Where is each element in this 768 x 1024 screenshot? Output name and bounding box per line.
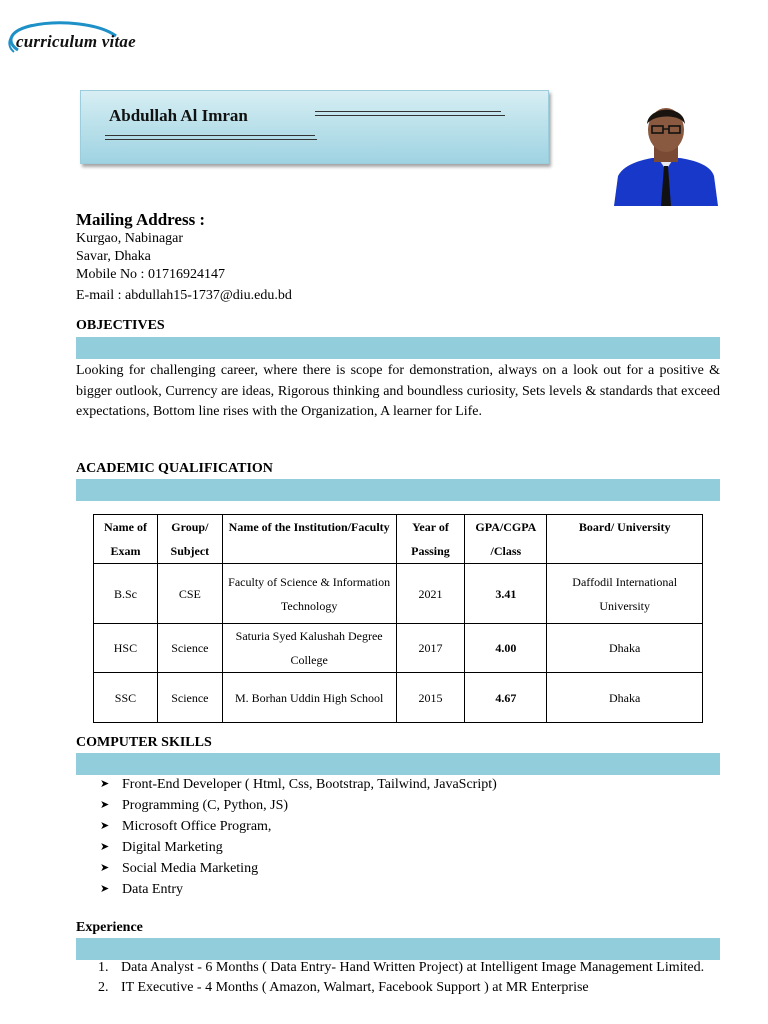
list-item: ➤ Front-End Developer ( Html, Css, Bootstrap, Tailwind, JavaScript) — [100, 774, 497, 795]
table-cell: Dhaka — [547, 673, 703, 723]
section-bar — [76, 938, 720, 960]
column-header: GPA/CGPA /Class — [465, 515, 547, 564]
column-header: Name of the Institution/Faculty — [222, 515, 396, 564]
mobile-number: Mobile No : 01716924147 — [76, 267, 225, 282]
name-banner — [80, 90, 549, 164]
list-item: ➤ Digital Marketing — [100, 837, 497, 858]
table-cell: 4.67 — [465, 673, 547, 723]
table-cell: Daffodil International University — [547, 564, 703, 624]
decor-line — [105, 139, 317, 140]
list-item: ➤ Social Media Marketing — [100, 858, 497, 879]
section-bar — [76, 479, 720, 501]
table-cell: 2021 — [396, 564, 465, 624]
arrow-bullet-icon: ➤ — [100, 883, 110, 895]
arrow-bullet-icon: ➤ — [100, 862, 110, 874]
objectives-text: Looking for challenging career, where there is scope for demonstration, always on a look out for a positive & bigger outlook, Currency are ideas, Rigorous thinking and boundless curiosity, Sets levels & standards that exceed expectations, Bottom line rises with the Organization, A learner for Life. — [76, 363, 720, 419]
logo-text: curriculum vitae — [16, 32, 136, 51]
table-cell: B.Sc — [94, 564, 158, 624]
person-portrait-icon — [614, 100, 718, 206]
section-bar — [76, 753, 720, 775]
table-cell: HSC — [94, 624, 158, 673]
table-row — [94, 564, 703, 624]
table-header-row — [94, 515, 703, 564]
list-item: ➤ Programming (C, Python, JS) — [100, 795, 497, 816]
list-item: 2. IT Executive - 4 Months ( Amazon, Walmart, Facebook Support ) at MR Enterprise — [98, 980, 589, 995]
column-header: Group/ Subject — [157, 515, 222, 564]
list-item: 1. Data Analyst - 6 Months ( Data Entry- Hand Written Project) at Intelligent Image Management Limited. — [98, 960, 705, 975]
arrow-bullet-icon: ➤ — [100, 820, 110, 832]
academic-heading: ACADEMIC QUALIFICATION — [76, 461, 273, 476]
arrow-bullet-icon: ➤ — [100, 778, 110, 790]
table-cell: Science — [157, 624, 222, 673]
table-cell: SSC — [94, 673, 158, 723]
column-header: Year of Passing — [396, 515, 465, 564]
table-cell: Faculty of Science & Information Technology — [222, 564, 396, 624]
list-item: ➤ Data Entry — [100, 879, 497, 900]
table-cell: 2015 — [396, 673, 465, 723]
address-line: Savar, Dhaka — [76, 249, 151, 264]
cv-logo — [0, 16, 200, 60]
table-cell: CSE — [157, 564, 222, 624]
applicant-name: Abdullah Al Imran — [109, 106, 248, 125]
list-item: ➤ Microsoft Office Program, — [100, 816, 497, 837]
table-cell: Dhaka — [547, 624, 703, 673]
table-cell: 3.41 — [465, 564, 547, 624]
academic-table — [93, 514, 703, 723]
profile-photo — [614, 100, 718, 206]
table-cell: Saturia Syed Kalushah Degree College — [222, 624, 396, 673]
decor-line — [315, 115, 505, 116]
decor-line — [105, 135, 315, 136]
objectives-heading: OBJECTIVES — [76, 318, 165, 333]
table-row — [94, 624, 703, 673]
decor-line — [315, 111, 501, 112]
skills-list — [100, 774, 497, 900]
column-header: Name of Exam — [94, 515, 158, 564]
table-cell: 2017 — [396, 624, 465, 673]
list-number: 1. — [98, 960, 109, 975]
section-bar — [76, 337, 720, 359]
email-address: E-mail : abdullah15-1737@diu.edu.bd — [76, 288, 292, 303]
mailing-address-title: Mailing Address : — [76, 210, 206, 229]
table-row — [94, 673, 703, 723]
computer-skills-heading: COMPUTER SKILLS — [76, 735, 212, 750]
experience-heading: Experience — [76, 920, 143, 935]
arrow-bullet-icon: ➤ — [100, 841, 110, 853]
list-number: 2. — [98, 980, 109, 995]
table-cell: Science — [157, 673, 222, 723]
column-header: Board/ University — [547, 515, 703, 564]
address-line: Kurgao, Nabinagar — [76, 231, 184, 246]
table-cell: 4.00 — [465, 624, 547, 673]
experience-list — [96, 960, 724, 996]
table-cell: M. Borhan Uddin High School — [222, 673, 396, 723]
arrow-bullet-icon: ➤ — [100, 799, 110, 811]
